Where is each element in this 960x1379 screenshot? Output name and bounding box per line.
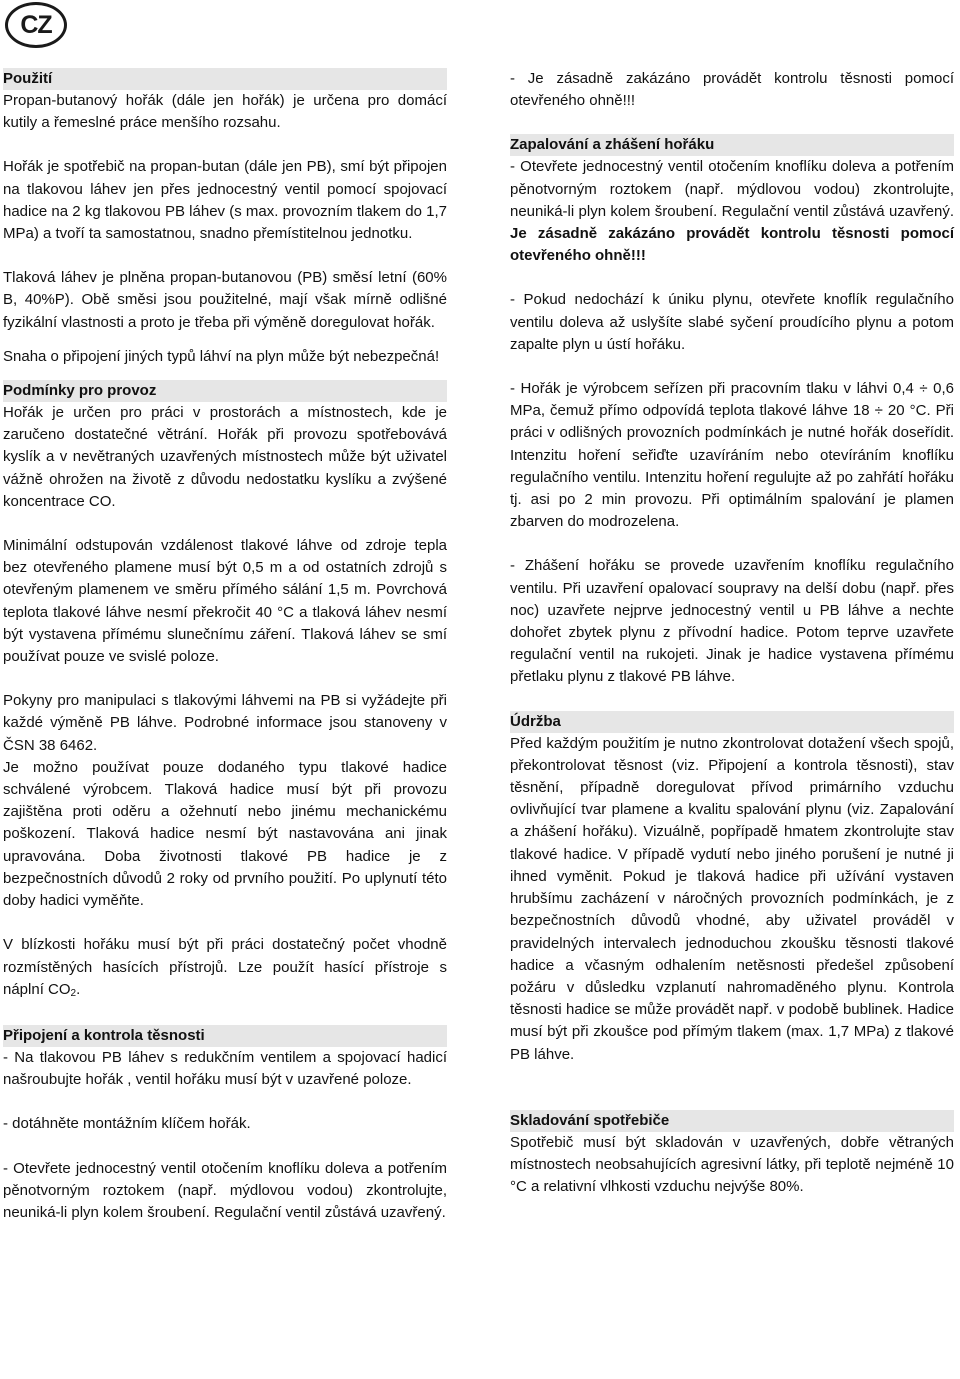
language-badge: CZ bbox=[5, 2, 67, 48]
section-heading-udrzba: Údržba bbox=[510, 711, 954, 733]
paragraph-odstup: Minimální odstupován vzdálenost tlakové láhve od zdroje tepla bez otevřeného plamene musí být 0,5 m a od ostatních zdrojů s otevřeným plamenem ve směru přímého sálání 1,5 m. Povrchová teplota tlakové láhve nesmí překročit 40 °C a tlaková láhev nesmí být vystavena přímému slunečnímu záření. Tlaková láhev se smí používat pouze ve svislé poloze. bbox=[3, 537, 447, 666]
paragraph-hadice: Je možno používat pouze dodaného typu tlakové hadice schválené výrobcem. Tlaková hadice musí být při provozu zajištěna proti oděru a ožehnutí nebo jinému mechanickému poškození. Tlaková hadice nesmí být nastavována ani jinak upravována. Doba životnosti tlakové PB hadice je z bezpečnostních důvodů 2 roky od prvního použití. Po uplynutí této doby hadici vyměňte. bbox=[3, 758, 447, 910]
section-heading-podminky: Podmínky pro provoz bbox=[3, 380, 447, 402]
paragraph-snaha: Snaha o připojení jiných typů láhví na plyn může být nebezpečná! bbox=[3, 347, 440, 365]
paragraph-pripojeni-2: - dotáhněte montážním klíčem hořák. bbox=[3, 1115, 251, 1133]
paragraph-skladovani: Spotřebič musí být skladován v uzavřených, dobře větraných místnostech neobsahujících agresivní látky, při teplotě nejméně 10 °C a relativní vlhkosti vzduchu nejvýše 80%. bbox=[510, 1133, 954, 1196]
section-heading-zapalovani: Zapalování a zhášení hořáku bbox=[510, 134, 954, 156]
paragraph-vyrobce: - Hořák je výrobcem seřízen při pracovním tlaku v láhvi 0,4 ÷ 0,6 MPa, čemuž přímo odpovídá teplota tlakové láhve 18 ÷ 20 °C. Při práci v odlišných provozních podmínkách je nutné hořák doseřídit. Intenzitu hoření seřiďte uzavíráním nebo otevíráním knoflíku regulačního ventilu. Intenzitu hoření regulujte až po zahřátí hořáku tj. asi po 2 min provozu. Při optimálním spalování je plamen zbarven do modrozelena. bbox=[510, 380, 954, 531]
paragraph-pokyny: Pokyny pro manipulaci s tlakovými láhvemi na PB si vyžádejte při každé výměně PB láhve. Podrobné informace jsou stanoveny v ČSN 38 6462. bbox=[3, 692, 447, 754]
section-heading-skladovani: Skladování spotřebiče bbox=[510, 1110, 954, 1132]
paragraph-udrzba: Před každým použitím je nutno zkontrolovat dotažení všech spojů, překontrolovat těsnost (viz. Připojení a kontrola těsnosti), stav těsnění, případně doregulovat přívod primárního vzduchu ovlivňující tvar plamene a kvalitu spalování plynu (viz. Zapalování a zhášení hořáku). Vizuálně, popřípadě hmatem zkontrolujte stav tlakové hadice. V případě vydutí nebo jiného porušení je nutné ji ihned vyměnit. Pokud je tlaková hadice při užívání vystaven hrubšímu zacházení v náročných provozních podmínkách, je z bezpečnostních důvodů vhodné, aby uživatel prováděl v pravidelných intervalech jednoduchou zkoušku těsnosti tlakové hadice a včasným odhalením netěsnosti předešel způsobení požáru v důsledku vzplanutí nahromaděného plynu. Kontrola těsnosti hadice se může provádět např. v podobě bublinek. Hadice musí být při zkoušce pod přímým tlakem (max. 1,7 MPa) z tlakové PB láhve. bbox=[510, 734, 954, 1063]
paragraph-spotrebic: Hořák je spotřebič na propan-butan (dále jen PB), smí být připojen na tlakovou láhev jen přes jednocestný ventil pomocí spojovací hadice na 2 kg tlakovou PB láhev (s max. provozním tlakem do 1,7 MPa) a tvoří ta samostatnou, snadno přemístitelnou jednotku. bbox=[3, 158, 447, 243]
paragraph-hasici bbox=[3, 934, 447, 1003]
paragraph-zapalovani bbox=[510, 156, 954, 267]
paragraph-zakaz: - Je zásadně zakázáno provádět kontrolu těsnosti pomocí otevřeného ohně!!! bbox=[510, 70, 954, 110]
section-heading-pripojeni: Připojení a kontrola těsnosti bbox=[3, 1025, 447, 1047]
paragraph-zhaseni: - Zhášení hořáku se provede uzavřením knoflíku regulačního ventilu. Při uzavření opalovací soupravy na delší dobu (např. přes noc) uzavřete nejprve jednocestný ventil u PB láhve a nechte dohořet zbytek plynu z přívodní hadice. Potom teprve uzavřete regulační ventil na rukojeti. Jinak je hadice vystavena přímému přetlaku plynu z tlakové PB láhve. bbox=[510, 557, 954, 686]
left-column bbox=[3, 68, 447, 1224]
paragraph-unik: - Pokud nedochází k úniku plynu, otevřete knoflík regulačního ventilu doleva až uslyšíte slabé syčení proudícího plynu a potom zapalte plyn u ústí hořáku. bbox=[510, 291, 954, 353]
paragraph-pripojeni-3: - Otevřete jednocestný ventil otočením knoflíku doleva a potřením pěnotvorným roztokem (např. mýdlovou vodou) zkontrolujte, neuniká-li plyn kolem šroubení. Regulační ventil zůstává uzavřený. bbox=[3, 1159, 447, 1221]
paragraph-pripojeni-1: - Na tlakovou PB láhev s redukčním ventilem a spojovací hadicí našroubujte hořák , ventil hořáku musí být v uzavřené poloze. bbox=[3, 1048, 447, 1089]
hasici-subscript: 2 bbox=[70, 987, 77, 999]
zapalovani-warning: Je zásadně zakázáno provádět kontrolu těsnosti pomocí otevřeného ohně!!! bbox=[510, 225, 954, 265]
section-heading-pouziti: Použití bbox=[3, 68, 447, 90]
zapalovani-text: - Otevřete jednocestný ventil otočením knoflíku doleva a potřením pěnotvorným roztokem (např. mýdlovou vodou) zkontrolujte, neuniká-li plyn kolem šroubení. Regulační ventil zůstává uzavřený. bbox=[510, 158, 954, 220]
paragraph-lahev: Tlaková láhev je plněna propan-butanovou (PB) směsí letní (60% B, 40%P). Obě směsi jsou použitelné, mají však mírně odlišné fyzikální vlastnosti a proto je třeba při výměně doregulovat hořák. bbox=[3, 269, 447, 331]
hasici-end: . bbox=[76, 980, 81, 998]
right-column bbox=[510, 68, 954, 1198]
paragraph-podminky: Hořák je určen pro práci v prostorách a místnostech, kde je zaručeno dostatečné větrání. Hořák při provozu spotřebovává kyslík a v nevětraných uzavřených místnostech může být uživatel vážně ohrožen na životě z důvodu nedostatku kyslíku a zvýšené koncentrace CO. bbox=[3, 404, 447, 510]
hasici-text: V blízkosti hořáku musí být při práci dostatečný počet vhodně rozmístěných hasících přístrojů. Lze použít hasící přístroje s náplní CO bbox=[3, 936, 447, 998]
paragraph-pouziti: Propan-butanový hořák (dále jen hořák) je určena pro domácí kutily a řemeslné práce menšího rozsahu. bbox=[3, 92, 447, 132]
